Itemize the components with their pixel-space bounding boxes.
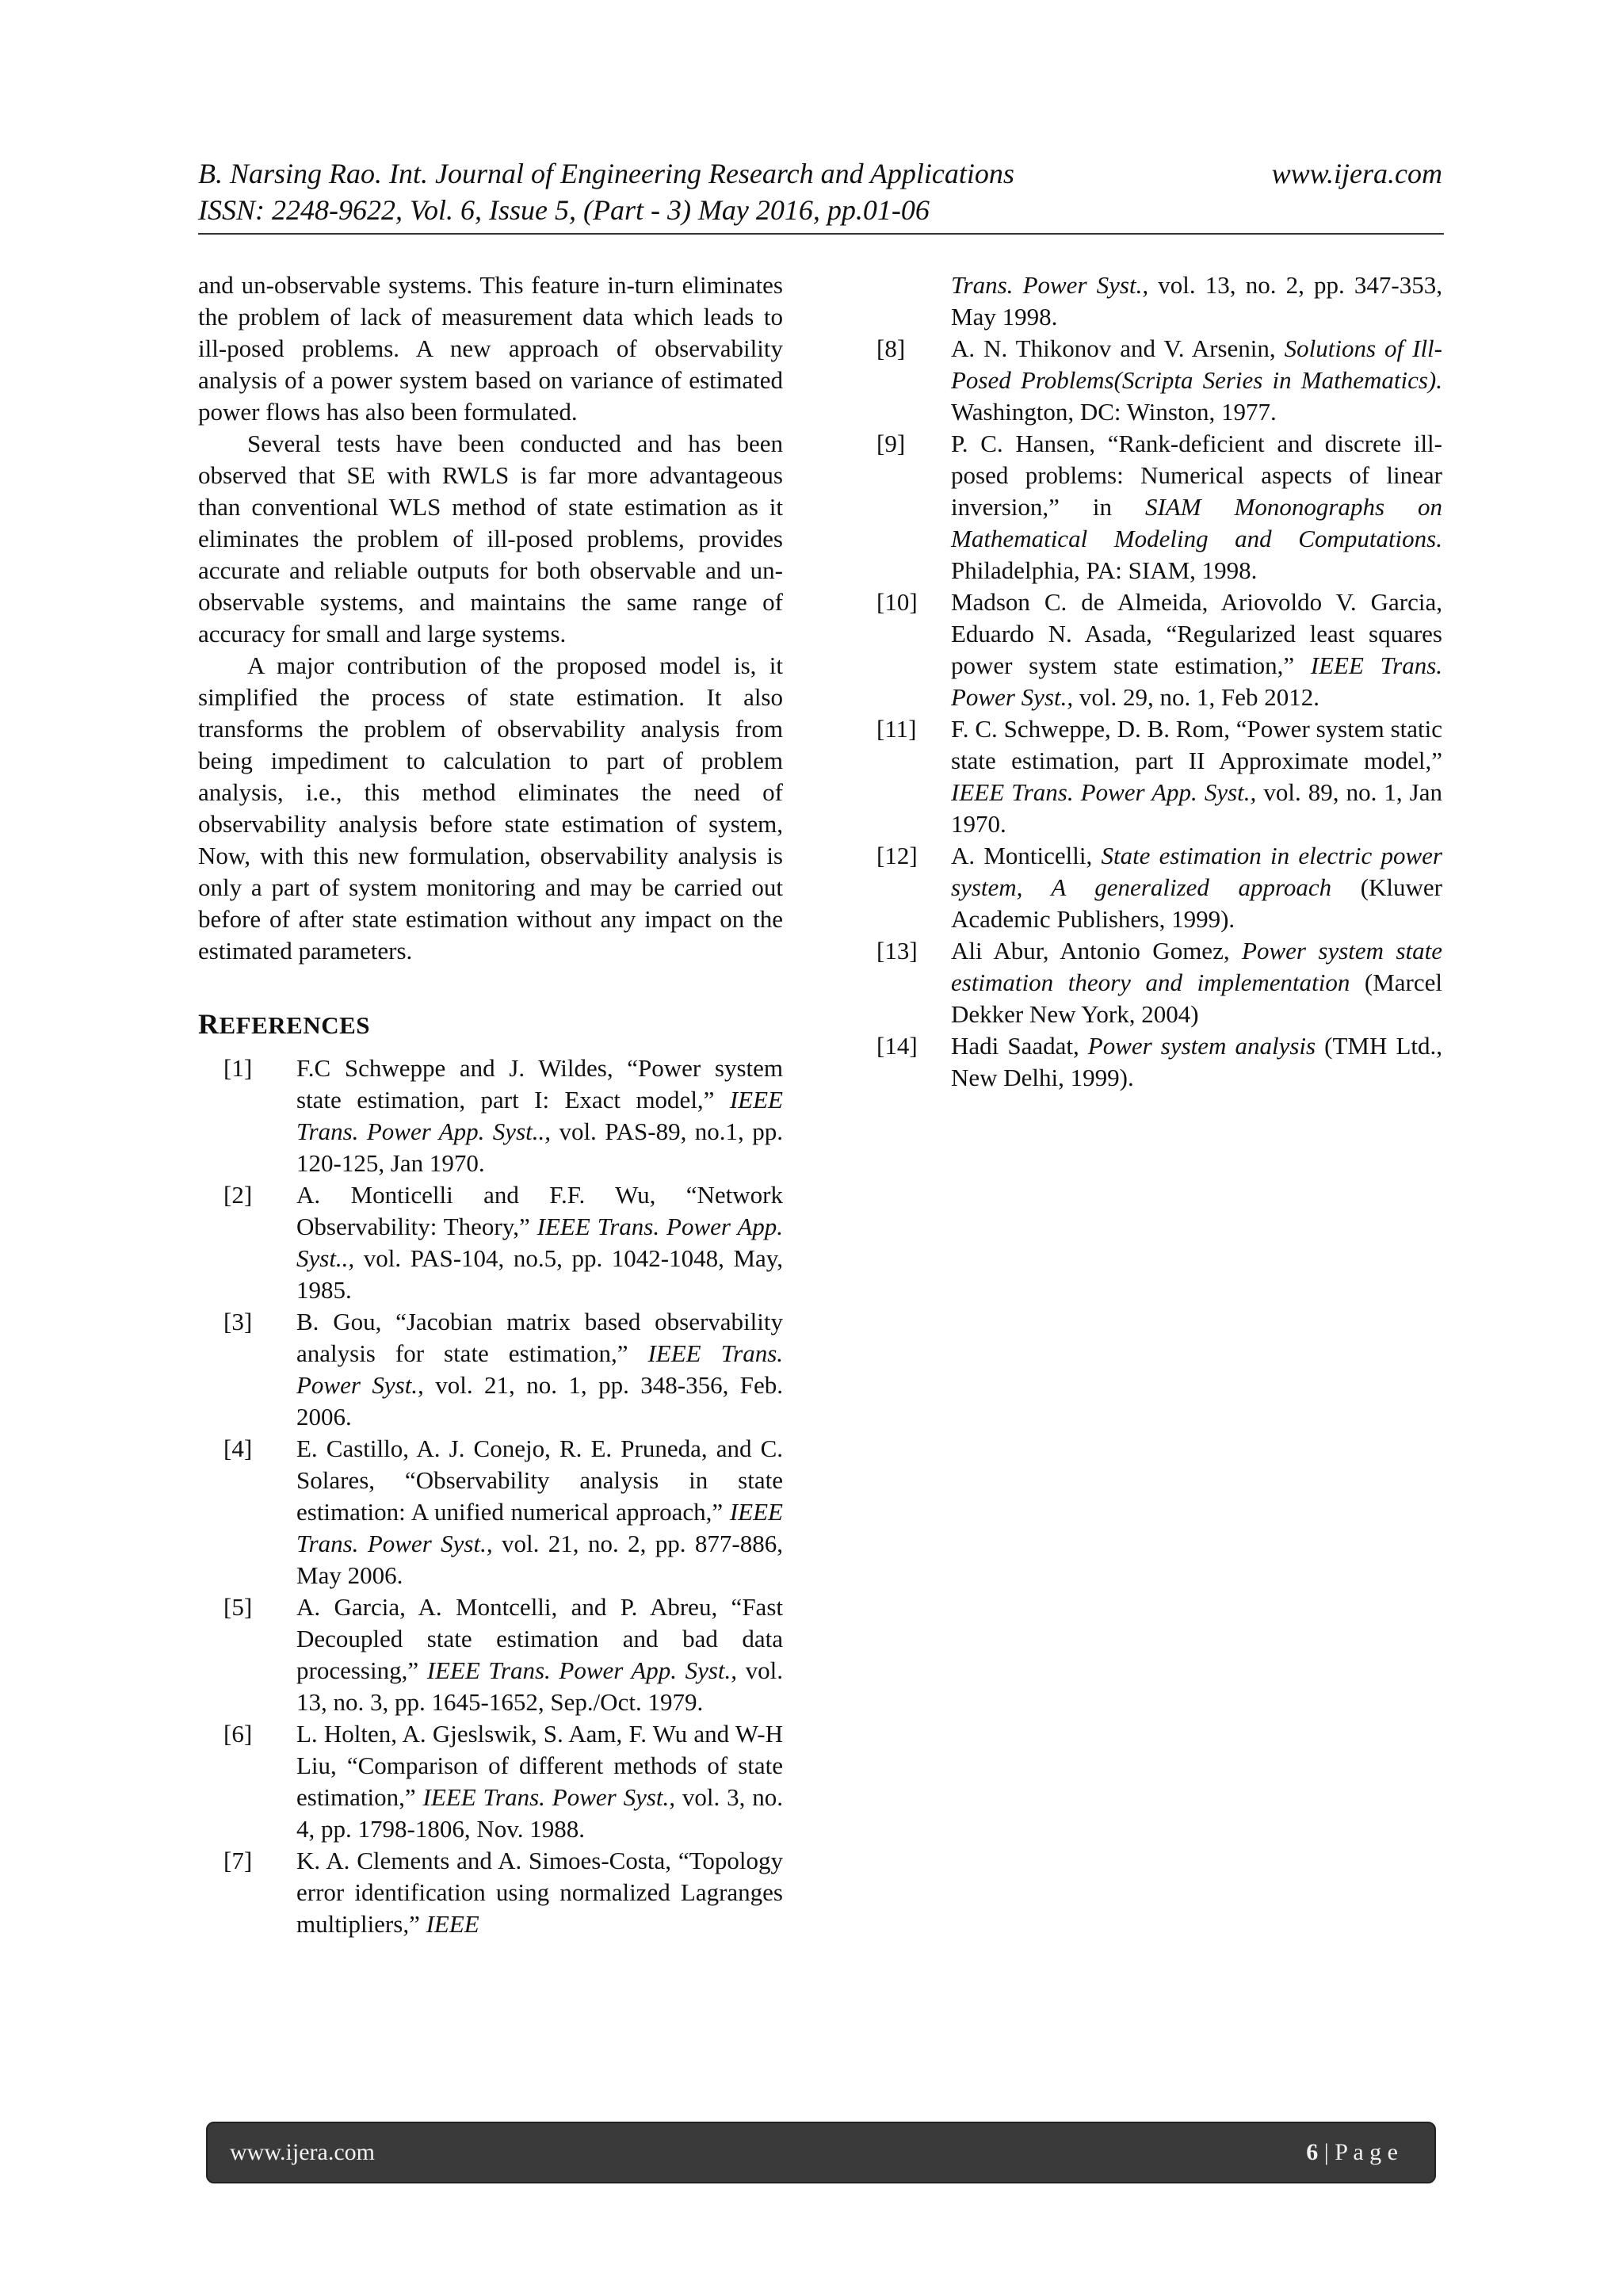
reference-text: A. Monticelli, State estimation in electric power system, A generalized approach (Kluwer Academic Publishers, 1999).	[951, 842, 1442, 933]
reference-number: [7]	[223, 1847, 253, 1874]
reference-item	[876, 333, 1442, 428]
reference-item	[198, 1591, 783, 1718]
reference-number: [9]	[876, 430, 906, 457]
running-header	[198, 155, 1442, 228]
reference-text: B. Gou, “Jacobian matrix based observability analysis for state estimation,” IEEE Trans. Power Syst., vol. 21, no. 1, pp. 348-356, Feb. 2006.	[296, 1308, 784, 1431]
reference-number: [10]	[876, 588, 918, 616]
reference-item	[876, 935, 1442, 1030]
reference-text: A. N. Thikonov and V. Arsenin, Solutions of Ill-Posed Problems(Scripta Series in Mathematics). Washington, DC: Winston, 1977.	[951, 334, 1442, 426]
page-footer	[206, 2122, 1436, 2183]
reference-item	[198, 1052, 783, 1179]
body-paragraph: Several tests have been conducted and has been observed that SE with RWLS is far more advantageous than conventional WLS method of state estimation as it eliminates the problem of ill-posed problems, provides accurate and reliable outputs for both observable and un-observable systems, and maintains the same range of accuracy for small and large systems.	[198, 430, 783, 648]
page-number: 6 | P a g e	[1306, 2139, 1398, 2165]
journal-website[interactable]: www.ijera.com	[1271, 158, 1442, 189]
reference-item	[198, 1433, 783, 1591]
reference-item	[198, 1179, 783, 1306]
reference-item	[198, 1718, 783, 1845]
references-heading: REFERENCES	[198, 1008, 371, 1040]
reference-text: K. A. Clements and A. Simoes-Costa, “Topology error identification using normalized Lagranges multipliers,” IEEE	[296, 1847, 783, 1938]
reference-number: [14]	[876, 1032, 918, 1060]
reference-text: F.C Schweppe and J. Wildes, “Power system state estimation, part I: Exact model,” IEEE Trans. Power App. Syst.., vol. PAS-89, no.1, pp. 120-125, Jan 1970.	[296, 1054, 783, 1177]
reference-text: F. C. Schweppe, D. B. Rom, “Power system static state estimation, part II Approximate model,” IEEE Trans. Power App. Syst., vol. 89, no. 1, Jan 1970.	[951, 715, 1443, 838]
reference-text: Ali Abur, Antonio Gomez, Power system state estimation theory and implementation (Marcel Dekker New York, 2004)	[951, 937, 1443, 1028]
reference-item	[876, 428, 1442, 586]
reference-number: [12]	[876, 842, 918, 869]
reference-item	[876, 840, 1442, 935]
body-paragraph: and un-observable systems. This feature in-turn eliminates the problem of lack of measurement data which leads to ill-posed problems. A new approach of observability analysis of a power system based on variance of estimated power flows has also been formulated.	[198, 271, 783, 426]
reference-item	[876, 713, 1442, 840]
reference-number: [4]	[223, 1435, 253, 1462]
reference-text: A. Garcia, A. Montcelli, and P. Abreu, “Fast Decoupled state estimation and bad data processing,” IEEE Trans. Power App. Syst., vol. 13, no. 3, pp. 1645-1652, Sep./Oct. 1979.	[296, 1593, 784, 1716]
reference-number: [2]	[223, 1181, 253, 1209]
reference-item	[876, 586, 1442, 713]
reference-number: [13]	[876, 937, 918, 965]
right-column	[876, 269, 1442, 1094]
journal-citation: B. Narsing Rao. Int. Journal of Engineering Research and Applications	[198, 158, 1014, 189]
reference-text: Hadi Saadat, Power system analysis (TMH Ltd., New Delhi, 1999).	[951, 1032, 1442, 1091]
reference-continuation: Trans. Power Syst., vol. 13, no. 2, pp. 347-353, May 1998.	[951, 271, 1443, 330]
reference-number: [5]	[223, 1593, 253, 1621]
header-divider	[198, 233, 1444, 235]
reference-text: Madson C. de Almeida, Ariovoldo V. Garcia, Eduardo N. Asada, “Regularized least squares power system state estimation,” IEEE Trans. Power Syst., vol. 29, no. 1, Feb 2012.	[951, 588, 1443, 711]
reference-number: [11]	[876, 715, 917, 743]
reference-text: L. Holten, A. Gjeslswik, S. Aam, F. Wu and W-H Liu, “Comparison of different methods of state estimation,” IEEE Trans. Power Syst., vol. 3, no. 4, pp. 1798-1806, Nov. 1988.	[296, 1720, 784, 1843]
reference-number: [6]	[223, 1720, 253, 1748]
reference-item	[198, 1845, 783, 1940]
reference-text: P. C. Hansen, “Rank-deficient and discrete ill-posed problems: Numerical aspects of linear inversion,” in SIAM Mononographs on Mathematical Modeling and Computations. Philadelphia, PA: SIAM, 1998.	[951, 430, 1442, 584]
reference-number: [1]	[223, 1054, 253, 1082]
issn-line: ISSN: 2248-9622, Vol. 6, Issue 5, (Part - 3) May 2016, pp.01-06	[198, 194, 930, 226]
left-column	[198, 269, 783, 1940]
footer-website[interactable]: www.ijera.com	[230, 2139, 375, 2165]
reference-number: [3]	[223, 1308, 253, 1335]
reference-item	[198, 1306, 783, 1433]
reference-item	[876, 1030, 1442, 1094]
reference-text: A. Monticelli and F.F. Wu, “Network Observability: Theory,” IEEE Trans. Power App. Syst.., vol. PAS-104, no.5, pp. 1042-1048, May, 1985.	[296, 1181, 784, 1304]
body-paragraph: A major contribution of the proposed model is, it simplified the process of state estimation. It also transforms the problem of observability analysis from being impediment to calculation to part of problem analysis, i.e., this method eliminates the need of observability analysis before state estimation of system, Now, with this new formulation, observability analysis is only a part of system monitoring and may be carried out before of after state estimation without any impact on the estimated parameters.	[198, 651, 783, 965]
reference-number: [8]	[876, 334, 906, 362]
reference-text: E. Castillo, A. J. Conejo, R. E. Pruneda, and C. Solares, “Observability analysis in state estimation: A unified numerical approach,” IEEE Trans. Power Syst., vol. 21, no. 2, pp. 877-886, May 2006.	[296, 1435, 784, 1589]
